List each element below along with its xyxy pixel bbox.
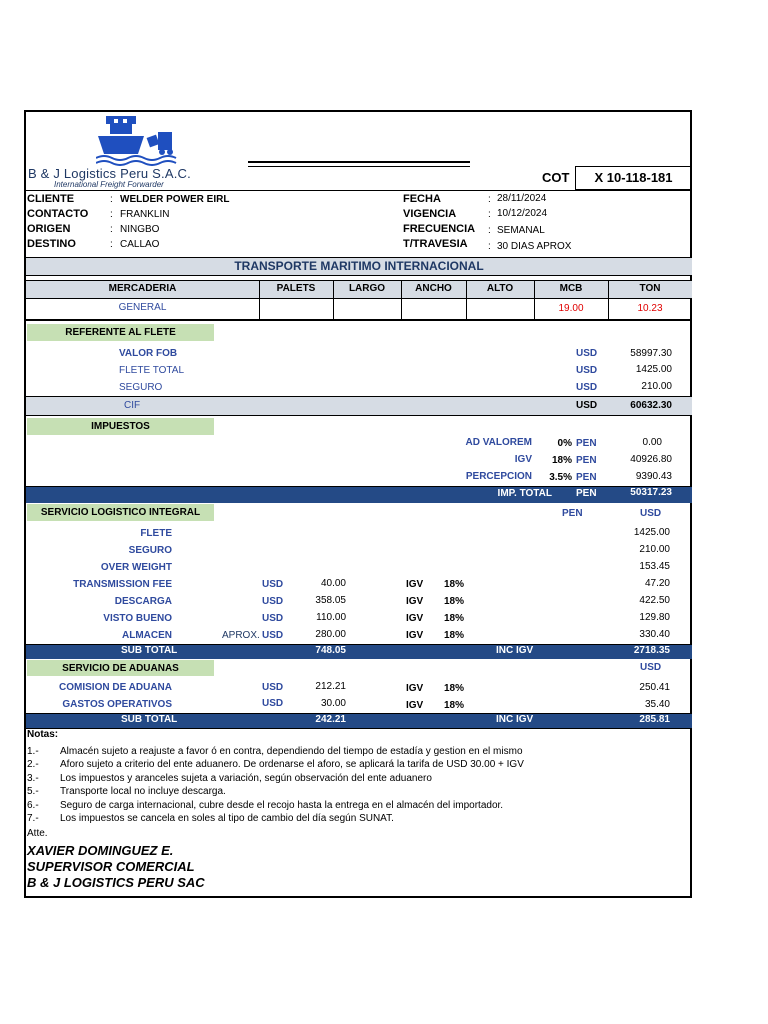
percepcion-label: PERCEPCION bbox=[465, 471, 532, 482]
comision-aduana-currency: USD bbox=[262, 682, 284, 693]
gastos-operativos-tax: IGV bbox=[406, 700, 424, 711]
logistico-subtotal-total: 2718.35 bbox=[633, 645, 670, 656]
logistico-row-label: DESCARGA bbox=[114, 596, 172, 607]
fecha-value: 28/11/2024 bbox=[497, 193, 547, 204]
imp-total-currency: PEN bbox=[576, 488, 597, 499]
ad-valorem-currency: PEN bbox=[576, 438, 597, 449]
seguro-value: 210.00 bbox=[641, 381, 672, 392]
comision-aduana-tax: IGV bbox=[406, 683, 424, 694]
header-rule bbox=[248, 161, 470, 163]
company-tagline: International Freight Forwarder bbox=[54, 180, 164, 189]
logistico-row-base: 358.05 bbox=[315, 595, 346, 606]
comision-aduana-base: 212.21 bbox=[315, 681, 346, 692]
logistico-row-label: OVER WEIGHT bbox=[100, 562, 172, 573]
ship-logo-icon bbox=[96, 114, 186, 166]
note-text: Almacén sujeto a reajuste a favor ó en contra, dependiendo del tiempo de estadía y gestion en el mismo bbox=[60, 746, 523, 757]
logistico-row-total: 1425.00 bbox=[633, 527, 670, 538]
ad-valorem-rate: 0% bbox=[557, 438, 572, 449]
contacto-label: CONTACTO bbox=[27, 208, 89, 220]
gastos-operativos-total: 35.40 bbox=[644, 699, 670, 710]
note-number: 3.- bbox=[27, 773, 39, 784]
logistico-row-total: 422.50 bbox=[639, 595, 670, 606]
ad-valorem-label: AD VALOREM bbox=[465, 437, 532, 448]
comision-aduana-label: COMISION DE ADUANA bbox=[59, 682, 172, 693]
logistico-row-currency: USD bbox=[262, 579, 284, 590]
seguro-currency: USD bbox=[576, 382, 598, 393]
logistico-row-label: TRANSMISSION FEE bbox=[73, 579, 172, 590]
fecha-label: FECHA bbox=[403, 193, 441, 205]
signature-name: XAVIER DOMINGUEZ E. bbox=[27, 843, 174, 858]
logistico-row-total: 129.80 bbox=[639, 612, 670, 623]
col-mcb: MCB bbox=[559, 283, 583, 294]
cif-label: CIF bbox=[124, 400, 141, 411]
note-number: 1.- bbox=[27, 746, 39, 757]
gastos-operativos-label: GASTOS OPERATIVOS bbox=[62, 699, 172, 710]
frecuencia-value: SEMANAL bbox=[497, 225, 545, 236]
logistico-row-base: 110.00 bbox=[316, 612, 346, 623]
logistico-subtotal-label: SUB TOTAL bbox=[121, 645, 178, 656]
atte: Atte. bbox=[27, 828, 48, 839]
aduanas-subtotal-total: 285.81 bbox=[639, 714, 670, 725]
flete-total-currency: USD bbox=[576, 365, 598, 376]
logistico-row-tax: IGV bbox=[406, 579, 424, 590]
cargo-ton: 10.23 bbox=[637, 303, 663, 314]
aduanas-title: SERVICIO DE ADUANAS bbox=[27, 660, 214, 676]
destino-value: CALLAO bbox=[120, 239, 160, 250]
logistico-row-total: 330.40 bbox=[639, 629, 670, 640]
note-number: 5.- bbox=[27, 786, 39, 797]
note-number: 7.- bbox=[27, 813, 39, 824]
aduanas-subtotal-base: 242.21 bbox=[315, 714, 346, 725]
note-text: Aforo sujeto a criterio del ente aduanero. De ordenarse el aforo, se aplicará la tarifa de USD 30.00 + IGV bbox=[60, 759, 524, 770]
quotation-sheet: B & J Logistics Peru S.A.C. International Freight Forwarder COT X 10-118-181 CLIENTE : WELDER POWER EIRL CONTACTO : FRANKLIN ORIGEN : NINGBO DESTINO : CALLAO FECHA : 28/11/2024 VIGENCIA : 10/12/2024 FRECUENCIA : SEMANAL T/TRAVESIA : 30 DIAS APROX TRANSPORTE MARITIMO INTERNACIONAL MERCADERIA PALETS LARGO ANCHO ALTO MCB TON GENERAL 19.00 10.23 REFERENTE AL FLETE VALOR FOB USD 58997.30 FLETE TOTAL USD 1425.00 SEGURO USD 210.00 CIF USD 60632.30 IMPUESTOS AD VALOREM 0% PEN 0.00 IGV 18% PEN 40926.80 PERCEPCION 3.5% PEN 9390.43 IMP. TOTAL PEN 50317.23 SERVICIO LOGISTICO INTEGRAL PEN USD FLETE 1425.00 SEGURO 210.00 OVER WEIGHT 153.45 TRANSMISSION FEE USD 40.00 IGV 18% 47.20 DESCARGA USD 358.05 IGV 18% 422.50 VISTO BUENO USD 110.00 IGV 18% 129.80 ALMACEN APROX. USD 280.00 IGV 18% 330.40 SUB TOTAL 748.05 INC IGV 2718.35 SERVICIO DE ADUANAS USD COMISION DE ADUANA USD 212.21 IGV 18% 250.41 GASTOS OPERATIVOS USD 30.00 IGV 18% 35.40 SUB TOTAL 242.21 INC IGV 285.81 Notas: 1.- Almacén sujeto a reajuste a favor ó en contra, dependiendo del tiempo de estadía y gestion en el mismo 2.- Aforo sujeto a criterio del ente aduanero. De ordenarse el aforo, se aplicará la tarifa de USD 30.00 + IGV 3.- Los impuestos y aranceles sujeta a variación, según observación del ente aduanero 5.- Transporte local no incluye descarga. 6.- Seguro de carga internacional, cubre desde el recojo hasta la entrega en el almacén del importador. 7.- Los impuestos se cancela en soles al tipo de cambio del día según SUNAT. Atte. XAVIER DOMINGUEZ E. SUPERVISOR COMERCIAL B & J LOGISTICS PERU SAC bbox=[24, 110, 692, 898]
logistico-title: SERVICIO LOGISTICO INTEGRAL bbox=[27, 504, 214, 521]
igv-rate: 18% bbox=[551, 455, 572, 466]
logistico-row-total: 47.20 bbox=[644, 578, 670, 589]
valor-fob-currency: USD bbox=[576, 348, 598, 359]
igv-label: IGV bbox=[514, 454, 532, 465]
note-number: 2.- bbox=[27, 759, 39, 770]
frecuencia-label: FRECUENCIA bbox=[403, 223, 476, 235]
imp-total-label: IMP. TOTAL bbox=[497, 488, 552, 499]
col-ton: TON bbox=[639, 283, 661, 294]
cif-currency: USD bbox=[576, 400, 598, 411]
igv-currency: PEN bbox=[576, 455, 597, 466]
col-ancho: ANCHO bbox=[415, 283, 452, 294]
travesia-value: 30 DIAS APROX bbox=[497, 241, 572, 252]
cargo-mcb: 19.00 bbox=[558, 303, 584, 314]
logistico-subtotal-inc: INC IGV bbox=[496, 645, 534, 656]
logistico-row-currency: USD bbox=[262, 613, 284, 624]
logistico-row-tax: IGV bbox=[406, 630, 424, 641]
note-number: 6.- bbox=[27, 800, 39, 811]
igv-value: 40926.80 bbox=[630, 454, 672, 465]
col-palets: PALETS bbox=[276, 283, 316, 294]
cliente-value: WELDER POWER EIRL bbox=[120, 194, 230, 205]
imp-total-value: 50317.23 bbox=[630, 487, 672, 498]
signature-role: SUPERVISOR COMERCIAL bbox=[27, 859, 195, 874]
logistico-col-usd: USD bbox=[640, 508, 662, 519]
comision-aduana-total: 250.41 bbox=[639, 682, 670, 693]
flete-total-value: 1425.00 bbox=[635, 364, 672, 375]
flete-title: REFERENTE AL FLETE bbox=[27, 324, 214, 341]
note-text: Los impuestos se cancela en soles al tipo de cambio del día según SUNAT. bbox=[60, 813, 394, 824]
note-text: Seguro de carga internacional, cubre desde el recojo hasta la entrega en el almacén del importador. bbox=[60, 800, 504, 811]
logistico-row-label: FLETE bbox=[140, 528, 172, 539]
flete-total-label: FLETE TOTAL bbox=[119, 365, 185, 376]
section-title: TRANSPORTE MARITIMO INTERNACIONAL bbox=[234, 259, 484, 273]
notes-title: Notas: bbox=[27, 729, 59, 740]
header-rule-thin bbox=[248, 166, 470, 167]
percepcion-currency: PEN bbox=[576, 472, 597, 483]
contacto-value: FRANKLIN bbox=[120, 209, 170, 220]
gastos-operativos-currency: USD bbox=[262, 698, 284, 709]
percepcion-value: 9390.43 bbox=[635, 471, 672, 482]
seguro-label: SEGURO bbox=[119, 382, 163, 393]
cot-number: X 10-118-181 bbox=[594, 170, 673, 185]
signature-company: B & J LOGISTICS PERU SAC bbox=[27, 875, 205, 890]
company-name: B & J Logistics Peru S.A.C. bbox=[28, 166, 191, 181]
impuestos-title: IMPUESTOS bbox=[27, 418, 214, 435]
logistico-row-note: APROX. bbox=[222, 630, 260, 641]
col-largo: LARGO bbox=[348, 283, 386, 294]
logistico-row-total: 153.45 bbox=[639, 561, 670, 572]
logistico-row-base: 280.00 bbox=[315, 629, 346, 640]
cliente-label: CLIENTE bbox=[27, 193, 75, 205]
logistico-row-base: 40.00 bbox=[320, 578, 346, 589]
logistico-row-rate: 18% bbox=[444, 613, 465, 624]
logistico-row-tax: IGV bbox=[406, 596, 424, 607]
logistico-subtotal-base: 748.05 bbox=[315, 645, 346, 656]
logistico-row-currency: USD bbox=[262, 596, 284, 607]
col-mercaderia: MERCADERIA bbox=[108, 283, 177, 294]
vigencia-value: 10/12/2024 bbox=[497, 208, 548, 219]
percepcion-rate: 3.5% bbox=[549, 472, 572, 483]
col-alto: ALTO bbox=[486, 283, 514, 294]
origen-label: ORIGEN bbox=[27, 223, 71, 235]
logistico-row-label: SEGURO bbox=[128, 545, 172, 556]
valor-fob-value: 58997.30 bbox=[630, 348, 672, 359]
logistico-row-tax: IGV bbox=[406, 613, 424, 624]
logistico-row-label: VISTO BUENO bbox=[103, 613, 172, 624]
vigencia-label: VIGENCIA bbox=[403, 208, 457, 220]
note-text: Transporte local no incluye descarga. bbox=[60, 786, 226, 797]
logistico-row-rate: 18% bbox=[444, 630, 465, 641]
cif-value: 60632.30 bbox=[630, 400, 672, 411]
gastos-operativos-base: 30.00 bbox=[320, 698, 346, 709]
ad-valorem-value: 0.00 bbox=[642, 437, 662, 448]
cargo-mercaderia: GENERAL bbox=[118, 302, 167, 313]
valor-fob-label: VALOR FOB bbox=[119, 348, 178, 359]
destino-label: DESTINO bbox=[27, 238, 76, 250]
note-text: Los impuestos y aranceles sujeta a variación, según observación del ente aduanero bbox=[60, 773, 432, 784]
aduanas-subtotal-label: SUB TOTAL bbox=[121, 714, 178, 725]
logistico-col-pen: PEN bbox=[562, 508, 583, 519]
logistico-row-rate: 18% bbox=[444, 579, 465, 590]
gastos-operativos-rate: 18% bbox=[444, 700, 465, 711]
cot-label: COT bbox=[542, 170, 570, 185]
logistico-row-currency: USD bbox=[262, 630, 284, 641]
aduanas-subtotal-inc: INC IGV bbox=[496, 714, 534, 725]
logistico-row-rate: 18% bbox=[444, 596, 465, 607]
logistico-row-label: ALMACEN bbox=[122, 630, 172, 641]
logistico-row-total: 210.00 bbox=[639, 544, 670, 555]
aduanas-col-usd: USD bbox=[640, 662, 662, 673]
origen-value: NINGBO bbox=[120, 224, 160, 235]
travesia-label: T/TRAVESIA bbox=[403, 238, 468, 250]
header-bottom-rule bbox=[26, 190, 692, 191]
comision-aduana-rate: 18% bbox=[444, 683, 465, 694]
